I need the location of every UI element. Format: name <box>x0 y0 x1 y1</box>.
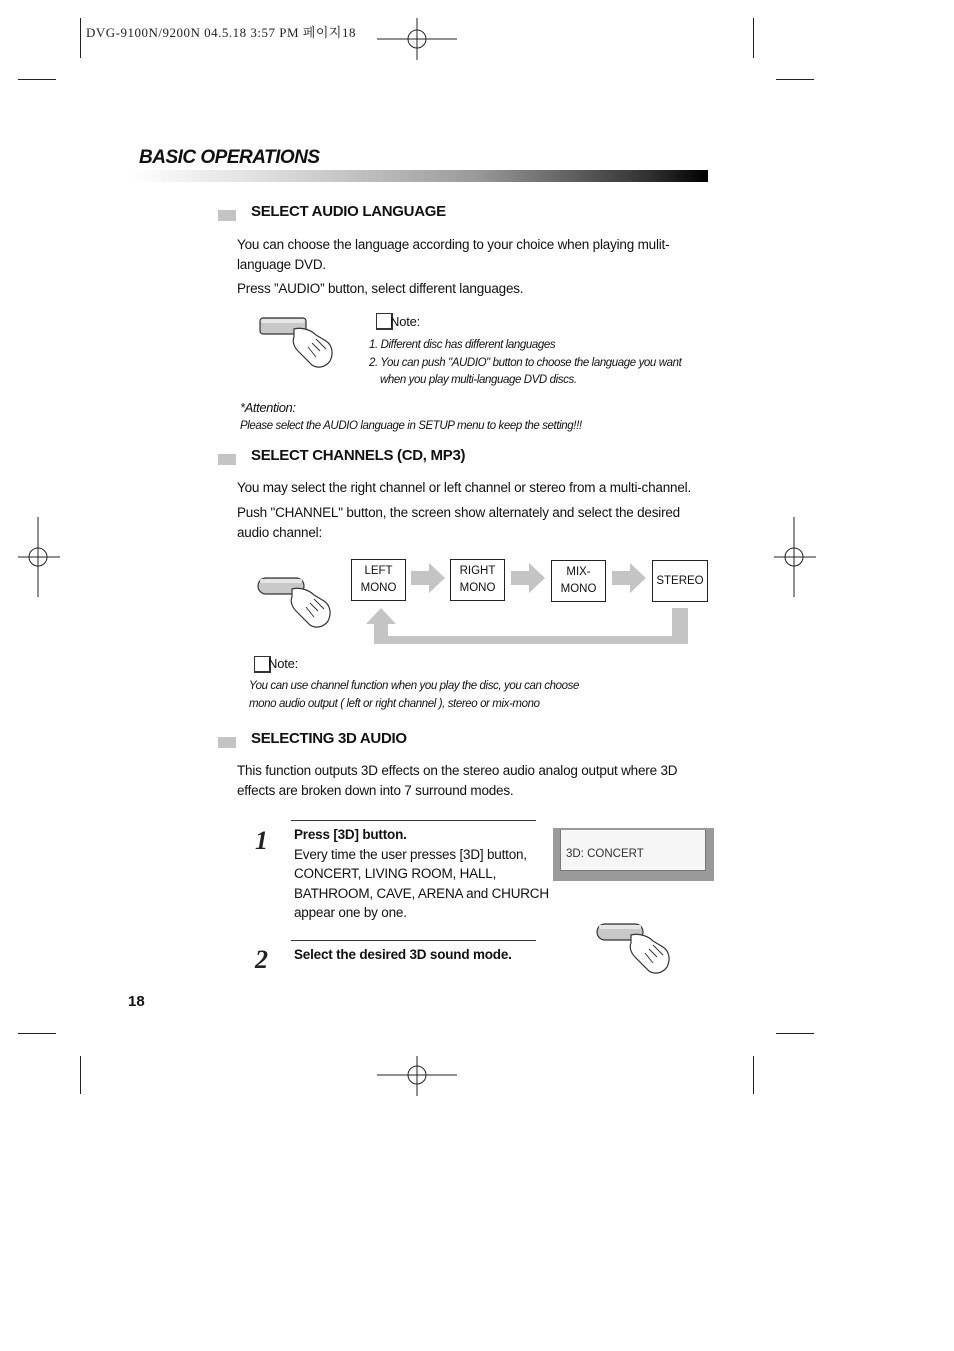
display-text: 3D: CONCERT <box>566 848 644 860</box>
step-divider <box>291 820 536 821</box>
return-arrow-icon <box>364 604 692 648</box>
channels-note: You can use channel function when you play the disc, you can choose mono audio output ( left or right channel ), stereo or mix-mono <box>249 680 579 710</box>
audio-3d-heading: SELECTING 3D AUDIO <box>251 730 407 747</box>
registration-mark-icon <box>18 517 60 597</box>
heading-bullet <box>218 210 236 221</box>
step-number-2: 2 <box>255 945 268 974</box>
channel-box-stereo: STEREO <box>652 560 708 602</box>
hand-pressing-button-icon <box>256 575 336 631</box>
channel-box-left-mono: LEFT MONO <box>351 559 406 601</box>
note-label: Note: <box>268 656 299 671</box>
arrow-right-icon <box>612 563 646 593</box>
note-label: Note: <box>390 314 421 329</box>
channels-instruction: Push "CHANNEL" button, the screen show alternately and select the desired audio channel: <box>237 505 680 540</box>
heading-bullet <box>218 737 236 748</box>
hand-pressing-button-icon <box>258 315 338 371</box>
attention-label: *Attention: <box>240 400 296 415</box>
heading-bullet <box>218 454 236 465</box>
registration-mark-icon <box>774 517 816 597</box>
print-header: DVG-9100N/9200N 04.5.18 3:57 PM 페이지18 <box>86 25 356 40</box>
arrow-right-icon <box>511 563 545 593</box>
registration-mark-icon <box>377 1056 457 1096</box>
channel-box-mix-mono: MIX- MONO <box>551 560 606 602</box>
section-title: BASIC OPERATIONS <box>139 147 320 168</box>
step-number-1: 1 <box>255 826 268 855</box>
arrow-right-icon <box>411 563 445 593</box>
step-2-text: Select the desired 3D sound mode. <box>294 947 512 962</box>
step-divider <box>291 940 536 941</box>
attention-text: Please select the AUDIO language in SETUP menu to keep the setting!!! <box>240 420 582 432</box>
registration-mark-icon <box>377 18 457 60</box>
channels-heading: SELECT CHANNELS (CD, MP3) <box>251 447 466 464</box>
audio-language-heading: SELECT AUDIO LANGUAGE <box>251 203 446 220</box>
hand-pressing-button-icon <box>595 921 675 977</box>
channel-box-right-mono: RIGHT MONO <box>450 559 505 601</box>
audio-language-note: 1. Different disc has different languages 2. You can push "AUDIO" button to choose the language you want when you play multi-language DVD discs. <box>369 339 682 386</box>
step-1-text: Press [3D] button. Every time the user presses [3D] button, CONCERT, LIVING ROOM, HALL, BATHROOM, CAVE, ARENA and CHURCH appear one by one. <box>294 827 549 920</box>
audio-3d-text: This function outputs 3D effects on the stereo audio analog output where 3D effects are broken down into 7 surround modes. <box>237 763 678 798</box>
page-number: 18 <box>128 993 145 1010</box>
title-gradient-rule <box>128 170 708 182</box>
audio-language-instruction: Press ”AUDIO” button, select different languages. <box>237 281 524 296</box>
audio-language-text: You can choose the language according to your choice when playing mulit- language DVD. <box>237 237 670 272</box>
channels-text: You may select the right channel or left channel or stereo from a multi-channel. <box>237 480 692 495</box>
